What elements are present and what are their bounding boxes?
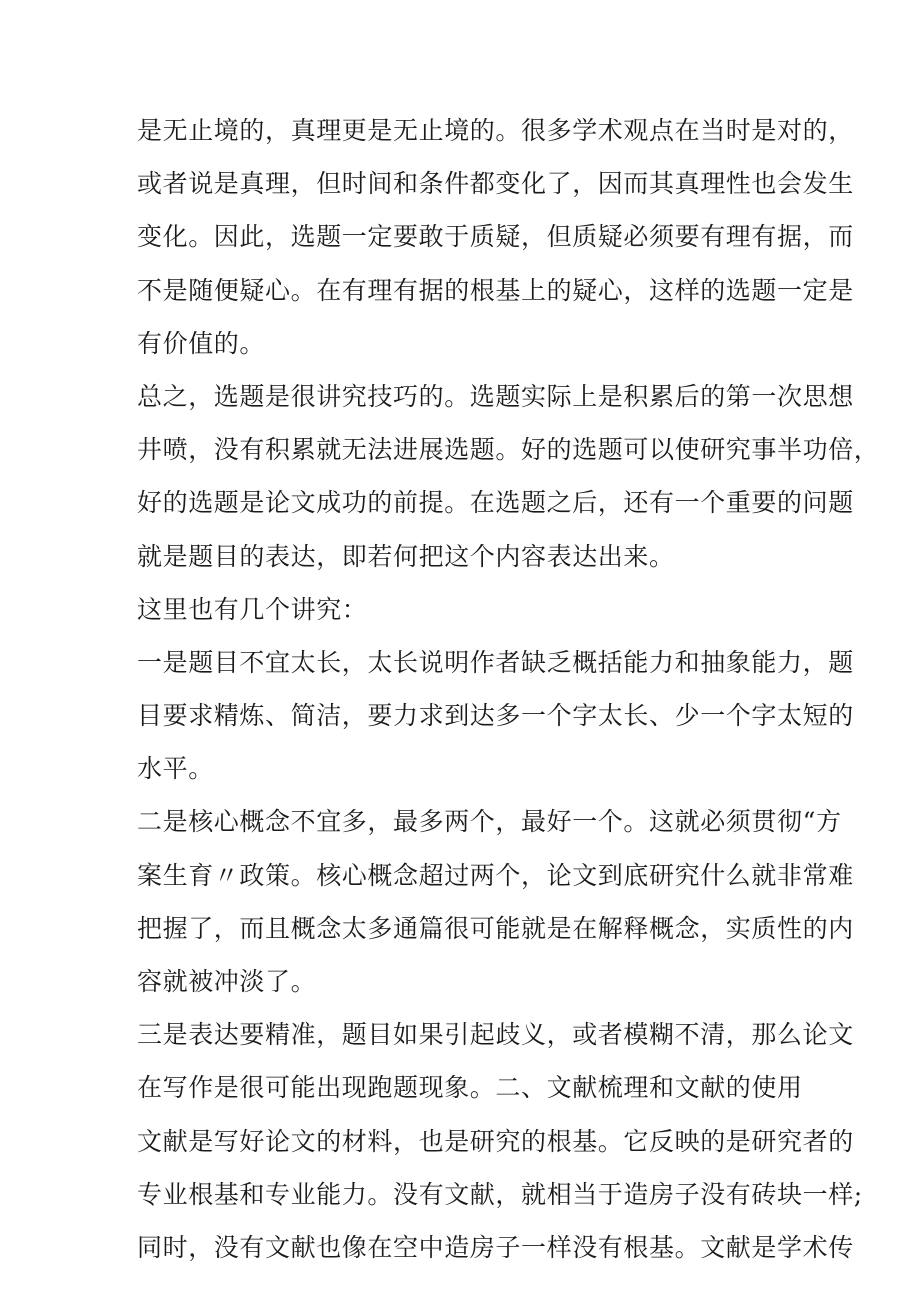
text-line: 好的选题是论文成功的前提。在选题之后，还有一个重要的问题 [137, 488, 854, 518]
text-line: 在写作是很可能出现跑题现象。二、文献梳理和文献的使用 [137, 1073, 803, 1103]
text-line: 文献是写好论文的材料，也是研究的根基。它反映的是研究者的 [137, 1126, 854, 1156]
text-line: 就是题目的表达，即若何把这个内容表达出来。 [137, 541, 675, 571]
text-line: 有价值的。 [137, 328, 266, 358]
text-line: 容就被冲淡了。 [137, 967, 317, 996]
text-line: 把握了，而且概念太多通篇很可能就是在解释概念，实质性的内 [137, 913, 854, 943]
text-line: 三是表达要精准，题目如果引起歧义，或者模糊不清，那么论文 [137, 1020, 854, 1050]
text-line: 二是核心概念不宜多，最多两个，最好一个。这就必须贯彻“方 [137, 807, 842, 837]
text-line: 是无止境的，真理更是无止境的。很多学术观点在当时是对的， [137, 116, 854, 145]
text-line: 这里也有几个讲究： [137, 594, 368, 624]
text-line: 水平。 [137, 754, 214, 784]
text-line: 井喷，没有积累就无法进展选题。好的选题可以使研究事半功倍， [137, 435, 880, 465]
body-text [137, 104, 880, 1274]
text-line: 变化。因此，选题一定要敢于质疑，但质疑必须要有理有据，而 [137, 222, 854, 252]
text-line: 不是随便疑心。在有理有据的根基上的疑心，这样的选题一定是 [137, 275, 854, 305]
text-line: 专业根基和专业能力。没有文献，就相当于造房子没有砖块一样; [137, 1179, 863, 1209]
text-line: 一是题目不宜太长，太长说明作者缺乏概括能力和抽象能力，题 [137, 647, 854, 677]
text-line: 或者说是真理，但时间和条件都变化了，因而其真理性也会发生 [137, 169, 854, 199]
text-line: 同时，没有文献也像在空中造房子一样没有根基。文献是学术传 [137, 1232, 854, 1262]
text-line: 总之，选题是很讲究技巧的。选题实际上是积累后的第一次思想 [137, 381, 854, 411]
text-line: 案生育〃政策。核心概念超过两个，论文到底研究什么就非常难 [137, 860, 854, 890]
text-line: 目要求精炼、简洁，要力求到达多一个字太长、少一个字太短的 [137, 701, 854, 731]
